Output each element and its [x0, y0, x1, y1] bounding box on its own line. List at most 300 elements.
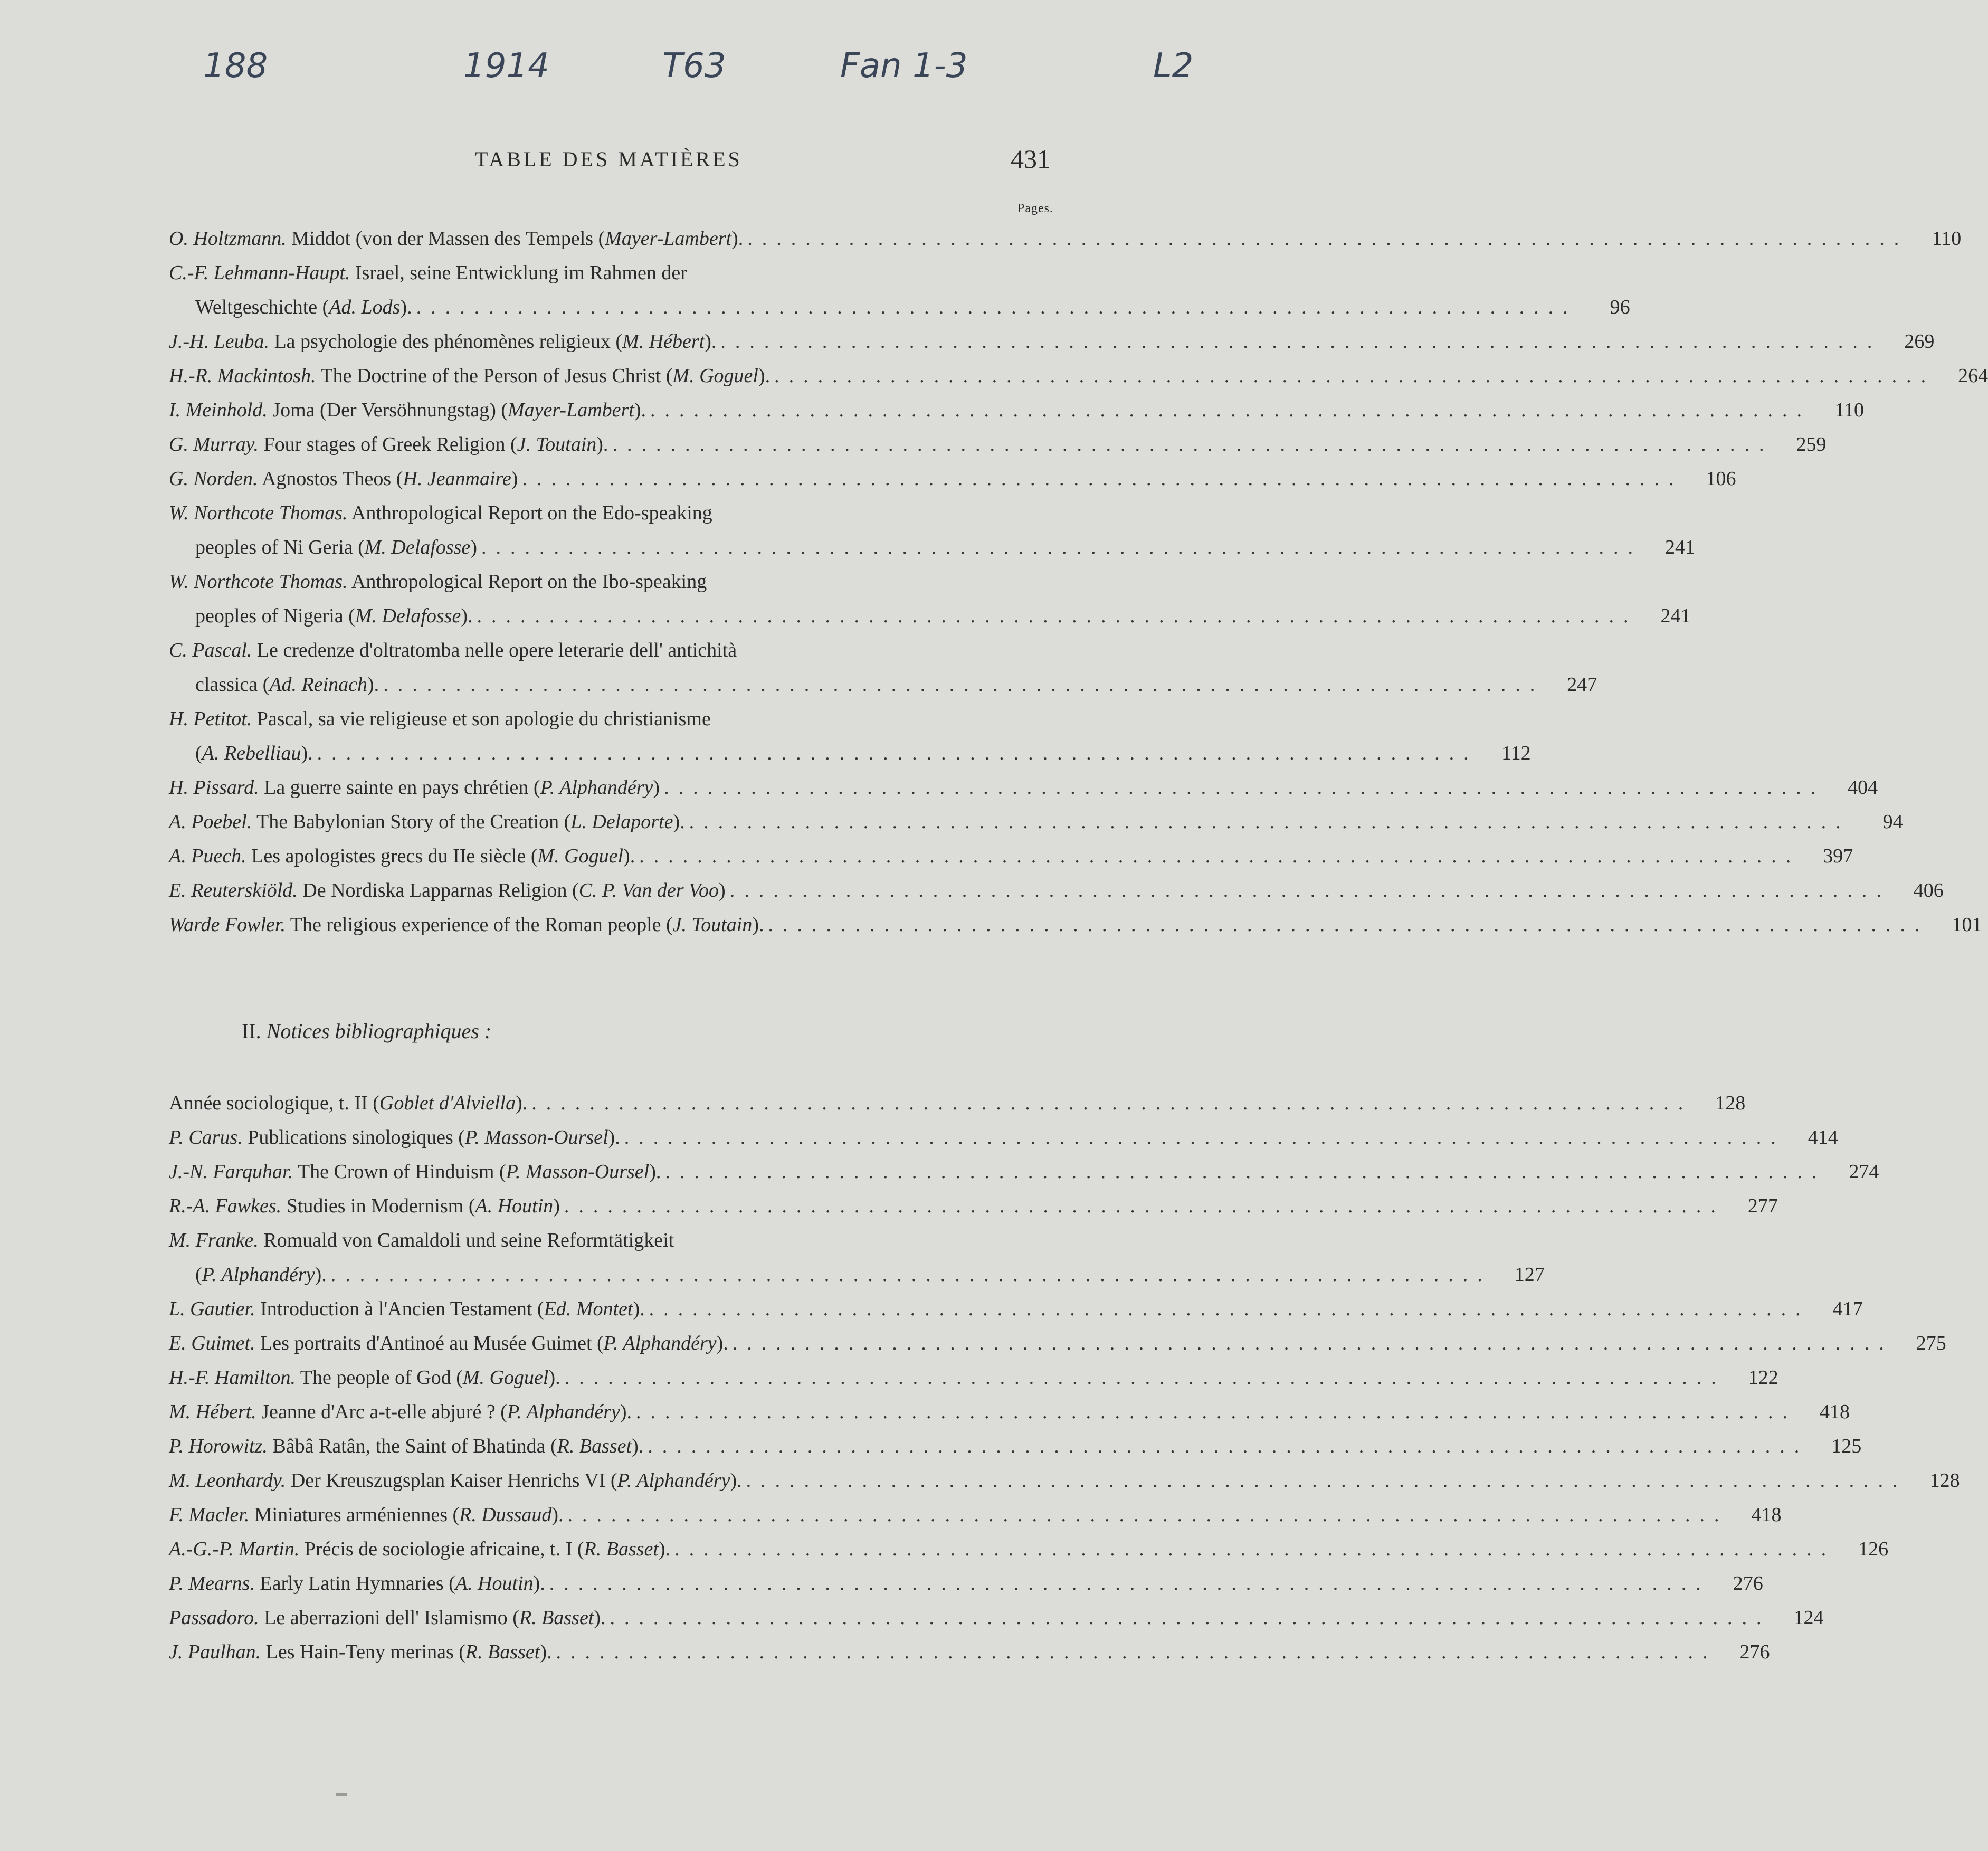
entry-title: Joma (Der Versöhnungstag) (	[267, 399, 508, 421]
toc-entry-line	[169, 1464, 1960, 1498]
toc-entry-text	[169, 256, 687, 290]
entry-reviewer: J. Toutain	[517, 433, 597, 455]
toc-entry-line	[169, 908, 1982, 942]
toc-entry-text	[169, 874, 726, 908]
entry-author: J.-H. Leuba.	[169, 330, 269, 353]
dot-leader: ................................................................................	[649, 1298, 1810, 1320]
entry-close: ).	[620, 1401, 632, 1423]
entry-title: The Doctrine of the Person of Jesus Christ (	[316, 365, 673, 387]
section-heading-prefix: II.	[242, 1019, 267, 1043]
entry-title: La guerre sainte en pays chrétien (	[259, 776, 540, 799]
toc-entry	[169, 1395, 1850, 1429]
toc-entry-line	[169, 1223, 1055, 1258]
entry-title: Four stages of Greek Religion (	[258, 433, 517, 455]
toc-entry	[169, 908, 1982, 942]
entry-reviewer: M. Goguel	[672, 365, 758, 387]
toc-entry-line	[169, 1121, 1838, 1155]
entry-page-number: 128	[1929, 1469, 1960, 1492]
toc-entry-text	[169, 1121, 620, 1155]
entry-author: J. Paulhan.	[169, 1641, 261, 1663]
entry-page-number: 122	[1748, 1366, 1778, 1389]
entry-author: Warde Fowler.	[169, 914, 286, 936]
toc-entry-text	[169, 428, 608, 462]
dot-leader: ................................................................................	[720, 330, 1882, 353]
dot-leader: ................................................................................	[674, 1538, 1836, 1560]
entry-title: (	[195, 742, 202, 764]
entry-title: The Babylonian Story of the Creation (	[252, 811, 571, 833]
header-title: TABLE DES MATIÈRES	[475, 147, 743, 171]
entry-title: Les portraits d'Antinoé au Musée Guimet (	[255, 1332, 604, 1354]
running-header	[169, 144, 1055, 181]
section-heading	[242, 1019, 491, 1043]
entry-title: Middot (von der Massen des Tempels (	[286, 227, 605, 250]
entry-author: W. Northcote Thomas.	[169, 502, 348, 524]
entry-title: Les Hain-Teny merinas (	[261, 1641, 465, 1663]
toc-entry-line	[169, 839, 1853, 874]
entry-title: Le aberrazioni dell' Islamismo (	[259, 1607, 519, 1629]
entry-close: ).	[634, 399, 646, 421]
dot-leader: ................................................................................	[564, 1366, 1726, 1389]
dot-leader: ................................................................................	[636, 1401, 1797, 1423]
entry-author: M. Hébert.	[169, 1401, 256, 1423]
pages-column-label: Pages.	[1017, 202, 1053, 215]
toc-entry-line	[169, 1155, 1879, 1189]
entry-close: ).	[596, 433, 608, 455]
toc-entry-text	[169, 1635, 552, 1669]
entry-close: ).	[730, 1469, 742, 1492]
entry-reviewer: P. Alphandéry	[603, 1332, 717, 1354]
toc-entry-line	[169, 1567, 1763, 1601]
toc-entry-line	[169, 702, 1055, 736]
toc-entry	[169, 771, 1878, 805]
entry-author: M. Leonhardy.	[169, 1469, 286, 1492]
dot-leader: ................................................................................	[567, 1504, 1729, 1526]
margin-mark	[336, 1793, 347, 1796]
entry-title: Anthropological Report on the Edo-speaking	[347, 502, 712, 524]
section-heading-title: Notices bibliographiques :	[266, 1019, 492, 1043]
toc-entry	[169, 1361, 1778, 1395]
toc-entry-line	[169, 668, 1597, 702]
entry-close: )	[511, 468, 518, 490]
entry-author: P. Carus.	[169, 1126, 243, 1148]
entry-page-number: 127	[1514, 1264, 1545, 1286]
dot-leader: ................................................................................	[317, 742, 1478, 764]
toc-entry	[169, 256, 1630, 325]
toc-entry-text	[195, 1258, 327, 1292]
page-number: 431	[1011, 144, 1050, 174]
entry-reviewer: R. Basset	[519, 1607, 594, 1629]
toc-entry-text	[169, 805, 685, 839]
dot-leader: ................................................................................	[481, 536, 1642, 558]
toc-entry-text	[169, 1567, 545, 1601]
toc-entry	[169, 1635, 1770, 1669]
entry-reviewer: Mayer-Lambert	[508, 399, 634, 421]
toc-entry-line	[169, 530, 1695, 565]
toc-entry-text	[169, 1189, 560, 1223]
entry-author: A. Puech.	[169, 845, 246, 867]
toc-entry-line	[169, 1086, 1746, 1121]
dot-leader: ................................................................................	[650, 399, 1812, 421]
entry-page-number: 404	[1848, 776, 1878, 799]
entry-title: peoples of Nigeria (	[195, 605, 355, 627]
toc-entry-text	[169, 1326, 728, 1361]
entry-title: Miniatures arméniennes (	[249, 1504, 460, 1526]
toc-entry	[169, 1532, 1889, 1567]
dot-leader: ................................................................................	[330, 1264, 1492, 1286]
entry-close: ).	[716, 1332, 728, 1354]
dot-leader: ................................................................................	[689, 811, 1850, 833]
toc-entry-line	[169, 771, 1878, 805]
toc-entry	[169, 874, 1944, 908]
toc-entry	[169, 1464, 1960, 1498]
entry-author: F. Macler.	[169, 1504, 250, 1526]
toc-entry-line	[169, 874, 1944, 908]
entry-reviewer: P. Alphandéry	[507, 1401, 620, 1423]
entry-author: Passadoro.	[169, 1607, 259, 1629]
entry-title: Anthropological Report on the Ibo-speaking	[347, 571, 707, 593]
entry-page-number: 274	[1849, 1161, 1879, 1183]
entry-close: ).	[752, 914, 764, 936]
toc-entry	[169, 1086, 1746, 1121]
entry-reviewer: R. Basset	[557, 1435, 632, 1457]
toc-entry	[169, 359, 1988, 393]
entry-page-number: 414	[1808, 1126, 1838, 1148]
toc-entry-line	[169, 256, 1055, 290]
entry-reviewer: Ed. Montet	[544, 1298, 633, 1320]
entry-title: De Nordiska Lapparnas Religion (	[297, 879, 579, 901]
entry-reviewer: M. Delafosse	[364, 536, 471, 558]
entry-reviewer: J. Toutain	[672, 914, 753, 936]
toc-entry	[169, 325, 1935, 359]
entry-author: O. Holtzmann.	[169, 227, 287, 250]
entry-title: Introduction à l'Ancien Testament (	[255, 1298, 544, 1320]
entry-author: A.-G.-P. Martin.	[169, 1538, 300, 1560]
entry-page-number: 269	[1904, 330, 1935, 353]
entry-close: ).	[367, 673, 379, 696]
toc-entry-line	[169, 805, 1903, 839]
entry-title: The Crown of Hinduism (	[293, 1161, 506, 1183]
toc-entry-line	[169, 1189, 1778, 1223]
entry-page-number: 276	[1739, 1641, 1770, 1663]
dot-leader: ................................................................................	[747, 227, 1909, 250]
toc-entry-text	[169, 771, 660, 805]
entry-reviewer: P. Masson-Oursel	[506, 1161, 650, 1183]
toc-entry-text	[169, 1361, 560, 1395]
entry-title: Agnostos Theos (	[258, 468, 403, 490]
toc-entry-text	[169, 359, 770, 393]
dot-leader: ................................................................................	[610, 1607, 1771, 1629]
toc-entry-line	[169, 633, 1055, 668]
entry-title: Studies in Modernism (	[281, 1195, 475, 1217]
entry-page-number: 110	[1932, 227, 1962, 250]
entry-title: Publications sinologiques (	[242, 1126, 465, 1148]
entry-close: ).	[548, 1366, 560, 1389]
entry-reviewer: L. Delaporte	[570, 811, 673, 833]
toc-entry-line	[169, 1532, 1889, 1567]
toc-entry-text	[169, 1532, 670, 1567]
toc-entry	[169, 428, 1827, 462]
toc-entry-line	[169, 1635, 1770, 1669]
entry-close: ).	[623, 845, 635, 867]
entry-close: ).	[533, 1572, 545, 1594]
entry-title: Pascal, sa vie religieuse et son apologie du christianisme	[252, 708, 711, 730]
toc-entry-line	[169, 1601, 1824, 1635]
entry-title: Early Latin Hymnaries (	[254, 1572, 455, 1594]
entry-author: H.-R. Mackintosh.	[169, 365, 316, 387]
toc-entry-line	[169, 1395, 1850, 1429]
dot-leader: ................................................................................	[624, 1126, 1785, 1148]
entry-page-number: 418	[1820, 1401, 1850, 1423]
entry-page-number: 96	[1610, 296, 1630, 318]
toc-entry-line	[169, 736, 1531, 771]
entry-close: ).	[758, 365, 771, 387]
entry-close: ).	[731, 227, 744, 250]
entry-reviewer: A. Houtin	[475, 1195, 554, 1217]
entry-title: classica (	[195, 673, 270, 696]
entry-title: Année sociologique, t. II (	[169, 1092, 379, 1114]
entry-page-number: 106	[1706, 468, 1736, 490]
entry-reviewer: A. Houtin	[455, 1572, 534, 1594]
entry-close: ).	[608, 1126, 620, 1148]
toc-entry-text	[169, 839, 635, 874]
toc-entry-text	[169, 633, 737, 668]
toc-entry-line	[169, 393, 1865, 428]
entry-reviewer: M. Hébert	[622, 330, 705, 353]
toc-entry	[169, 702, 1531, 771]
toc-entry	[169, 393, 1865, 428]
entry-page-number: 264	[1958, 365, 1988, 387]
toc-entry	[169, 1601, 1824, 1635]
handwritten-note: 1914	[463, 46, 549, 86]
entry-page-number: 259	[1796, 433, 1827, 455]
entry-reviewer: M. Goguel	[537, 845, 624, 867]
entry-reviewer: C. P. Van der Voo	[578, 879, 719, 901]
entry-close: ).	[673, 811, 685, 833]
toc-entry	[169, 1189, 1778, 1223]
toc-entry-text	[195, 599, 473, 633]
toc-entry-line	[169, 325, 1935, 359]
toc-entry-line	[169, 1258, 1545, 1292]
toc-entry-text	[195, 290, 412, 325]
entry-reviewer: P. Masson-Oursel	[464, 1126, 608, 1148]
entry-page-number: 126	[1858, 1538, 1889, 1560]
entry-author: E. Reuterskiöld.	[169, 879, 298, 901]
toc-entry-line	[169, 599, 1691, 633]
entry-page-number: 418	[1751, 1504, 1782, 1526]
toc-entry-text	[169, 1395, 632, 1429]
toc-entry	[169, 222, 1962, 256]
entry-reviewer: P. Alphandéry	[617, 1469, 730, 1492]
toc-entry	[169, 1326, 1946, 1361]
toc-entry-text	[169, 462, 518, 496]
dot-leader: ................................................................................	[746, 1469, 1907, 1492]
toc-entry-line	[169, 1429, 1862, 1464]
reviews-section	[169, 222, 1988, 942]
entry-author: P. Mearns.	[169, 1572, 255, 1594]
entry-title: Le credenze d'oltratomba nelle opere leterarie dell' antichità	[252, 639, 737, 661]
entry-page-number: 406	[1913, 879, 1944, 901]
entry-reviewer: P. Alphandéry	[202, 1264, 315, 1286]
handwritten-note: Fan 1-3	[840, 46, 968, 86]
entry-page-number: 276	[1733, 1572, 1763, 1594]
entry-page-number: 125	[1831, 1435, 1862, 1457]
entry-page-number: 397	[1823, 845, 1853, 867]
entry-title: Israel, seine Entwicklung im Rahmen der	[350, 262, 687, 284]
entry-author: L. Gautier.	[169, 1298, 255, 1320]
dot-leader: ................................................................................	[665, 1161, 1827, 1183]
toc-entry	[169, 633, 1597, 702]
entry-close: ).	[594, 1607, 606, 1629]
toc-entry-text	[169, 1155, 661, 1189]
entry-author: H. Petitot.	[169, 708, 252, 730]
entry-author: E. Guimet.	[169, 1332, 255, 1354]
toc-entry-text	[169, 1464, 742, 1498]
toc-entry	[169, 1498, 1782, 1532]
entry-author: H.-F. Hamilton.	[169, 1366, 296, 1389]
dot-leader: ................................................................................	[729, 879, 1891, 901]
dot-leader: ................................................................................	[383, 673, 1545, 696]
entry-page-number: 112	[1501, 742, 1531, 764]
toc-entry-text	[195, 668, 379, 702]
entry-title: Bâbâ Ratân, the Saint of Bhatinda (	[267, 1435, 557, 1457]
toc-entry-line	[169, 496, 1055, 530]
entry-page-number: 241	[1664, 536, 1695, 558]
dot-leader: ................................................................................	[564, 1195, 1725, 1217]
toc-entry-text	[169, 222, 743, 256]
entry-reviewer: M. Goguel	[462, 1366, 549, 1389]
notices-section	[169, 1086, 1960, 1669]
toc-entry	[169, 805, 1903, 839]
entry-close: ).	[461, 605, 473, 627]
toc-entry-line	[169, 1326, 1946, 1361]
dot-leader: ................................................................................	[531, 1092, 1693, 1114]
toc-entry-text	[169, 1429, 643, 1464]
entry-page-number: 247	[1567, 673, 1597, 696]
toc-entry-line	[169, 290, 1630, 325]
toc-entry	[169, 565, 1691, 633]
entry-title: Romuald von Camaldoli und seine Reformtätigkeit	[258, 1229, 674, 1251]
entry-page-number: 417	[1832, 1298, 1863, 1320]
entry-close: ).	[315, 1264, 327, 1286]
toc-entry	[169, 496, 1695, 565]
entry-author: M. Franke.	[169, 1229, 259, 1251]
entry-close: ).	[551, 1504, 564, 1526]
toc-entry-text	[169, 393, 646, 428]
entry-page-number: 128	[1715, 1092, 1746, 1114]
toc-entry	[169, 1223, 1545, 1292]
dot-leader: ................................................................................	[556, 1641, 1717, 1663]
toc-entry	[169, 462, 1736, 496]
entry-reviewer: A. Rebelliau	[202, 742, 301, 764]
entry-author: A. Poebel.	[169, 811, 252, 833]
entry-reviewer: H. Jeanmaire	[403, 468, 511, 490]
toc-entry	[169, 839, 1853, 874]
entry-reviewer: M. Delafosse	[355, 605, 461, 627]
toc-entry-line	[169, 462, 1736, 496]
toc-entry-line	[169, 1361, 1778, 1395]
entry-title: Jeanne d'Arc a-t-elle abjuré ? (	[256, 1401, 507, 1423]
entry-close: ).	[400, 296, 412, 318]
dot-leader: ................................................................................	[416, 296, 1577, 318]
dot-leader: ................................................................................	[774, 365, 1936, 387]
dot-leader: ................................................................................	[648, 1435, 1809, 1457]
entry-title: Précis de sociologie africaine, t. I (	[299, 1538, 584, 1560]
dot-leader: ................................................................................	[768, 914, 1929, 936]
toc-entry	[169, 1121, 1838, 1155]
entry-close: ).	[649, 1161, 661, 1183]
toc-entry-text	[169, 1223, 674, 1258]
entry-author: C.-F. Lehmann-Haupt.	[169, 262, 350, 284]
entry-close: ).	[540, 1641, 552, 1663]
entry-title: Der Kreuszugsplan Kaiser Henrichs VI (	[286, 1469, 617, 1492]
entry-close: ).	[516, 1092, 528, 1114]
entry-author: R.-A. Fawkes.	[169, 1195, 282, 1217]
entry-close: ).	[633, 1298, 645, 1320]
dot-leader: ................................................................................	[612, 433, 1774, 455]
toc-entry-line	[169, 565, 1055, 599]
dot-leader: ................................................................................	[549, 1572, 1710, 1594]
toc-entry-line	[169, 222, 1962, 256]
entry-title: peoples of Ni Geria (	[195, 536, 365, 558]
entry-close: ).	[705, 330, 717, 353]
toc-entry-text	[195, 736, 313, 771]
toc-entry	[169, 1292, 1863, 1326]
entry-author: G. Norden.	[169, 468, 258, 490]
entry-reviewer: Goblet d'Alviella	[379, 1092, 516, 1114]
entry-author: I. Meinhold.	[169, 399, 268, 421]
dot-leader: ................................................................................	[477, 605, 1638, 627]
entry-author: C. Pascal.	[169, 639, 252, 661]
toc-entry-text	[169, 1086, 527, 1121]
toc-entry-line	[169, 1292, 1863, 1326]
entry-reviewer: R. Basset	[584, 1538, 659, 1560]
entry-page-number: 101	[1952, 914, 1982, 936]
entry-reviewer: R. Basset	[465, 1641, 540, 1663]
entry-close: ).	[632, 1435, 644, 1457]
entry-close: )	[653, 776, 660, 799]
entry-author: J.-N. Farquhar.	[169, 1161, 293, 1183]
toc-entry-text	[169, 565, 707, 599]
dot-leader: ................................................................................	[732, 1332, 1894, 1354]
entry-reviewer: Ad. Lods	[329, 296, 401, 318]
entry-reviewer: R. Dussaud	[459, 1504, 552, 1526]
toc-entry	[169, 1429, 1862, 1464]
entry-title: Les apologistes grecs du IIe siècle (	[246, 845, 538, 867]
entry-author: H. Pissard.	[169, 776, 259, 799]
entry-page-number: 275	[1916, 1332, 1946, 1354]
entry-author: P. Horowitz.	[169, 1435, 268, 1457]
toc-entry	[169, 1155, 1879, 1189]
toc-entry-line	[169, 428, 1827, 462]
dot-leader: ................................................................................	[664, 776, 1825, 799]
entry-page-number: 110	[1834, 399, 1865, 421]
toc-entry-line	[169, 1498, 1782, 1532]
entry-close: )	[470, 536, 477, 558]
handwritten-note: L2	[1153, 46, 1194, 86]
entry-close: )	[719, 879, 726, 901]
entry-title: Weltgeschichte (	[195, 296, 329, 318]
toc-entry-text	[169, 908, 764, 942]
entry-page-number: 277	[1747, 1195, 1778, 1217]
handwritten-note: T63	[662, 46, 726, 86]
entry-reviewer: Mayer-Lambert	[605, 227, 732, 250]
entry-close: )	[553, 1195, 560, 1217]
dot-leader: ................................................................................	[639, 845, 1801, 867]
entry-page-number: 241	[1660, 605, 1691, 627]
toc-entry-text	[169, 1292, 645, 1326]
toc-entry-text	[169, 496, 712, 530]
entry-title: The people of God (	[295, 1366, 463, 1389]
